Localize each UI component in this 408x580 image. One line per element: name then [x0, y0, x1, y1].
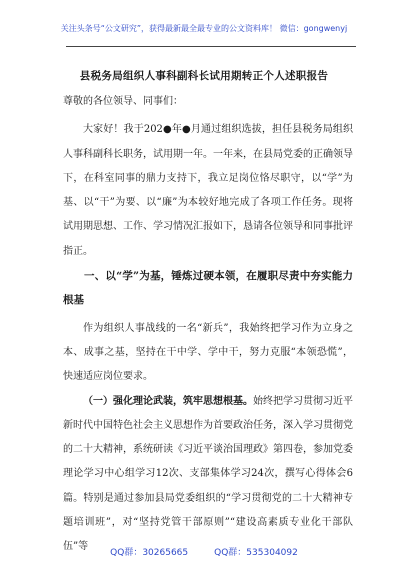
footer-contacts	[0, 545, 408, 558]
footer-qq-group-2: QQ群：535304092	[214, 548, 298, 558]
salutation: 尊敬的各位领导、同事们：	[63, 96, 183, 107]
subsection-1-heading: （一）强化理论武装，筑牢思想根基。	[83, 395, 253, 407]
section-1-paragraph: 作为组织人事战线的一名“新兵”，我始终把学习作为立身之本、成事之基，坚持在干中学、学中干，努力克服“本领恐慌”，快速适应岗位要求。	[63, 322, 353, 383]
document-body	[63, 90, 353, 560]
footer-qq-group-1: QQ群：30265665	[110, 548, 189, 558]
header-promo-note: 关注头条号“公文研究”，获得最新最全最专业的公文资料库！ 微信：gongwenyj	[60, 24, 348, 33]
intro-paragraph: 大家好！我于202●年●月通过组织选拔，担任县税务局组织人事科副科长职务，试用期一年。一年来，在县局党委的正确领导下，在科室同事的鼎力支持下，我立足岗位恪尽职守，以“学”为基、以“干”为要、以“廉”为本较好地完成了各项工作任务。现将试用期思想、工作、学习情况汇报如下，恳请各位领导和同事批评指正。	[63, 124, 353, 257]
header-divider	[66, 46, 356, 47]
subsection-1-text: 始终把学习贯彻习近平新时代中国特色社会主义思想作为首要政治任务，深入学习贯彻党的二十大精神，系统研读《习近平谈治国理政》第四卷，参加党委理论学习中心组学习12次、支部集体学习24次，撰写心得体会6篇。特别是通过参加县局党委组织的“学习贯彻党的二十大精神专题培训班”，对“坚持党管干部原则”“建设高素质专业化干部队伍”等	[63, 395, 353, 553]
section-heading-1: 一、以“学”为基，锤炼过硬本领，在履职尽责中夯实能力根基	[63, 270, 353, 307]
subsection-1-paragraph	[63, 390, 353, 560]
document-title: 县税务局组织人事科副科长试用期转正个人述职报告	[79, 70, 329, 82]
